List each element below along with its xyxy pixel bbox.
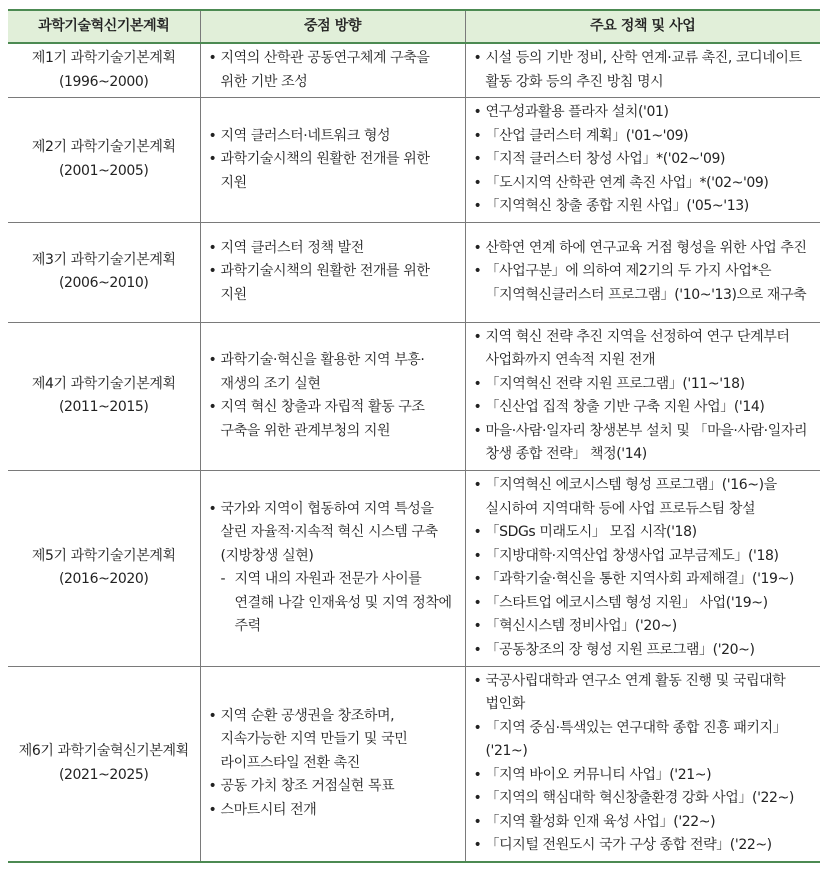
focus-item: • 지역 클러스터 정책 발전 xyxy=(209,237,459,261)
policy-item: • 마을·사람·일자리 창생본부 설치 및 「마을·사람·일자리 창생 종합 전략」 책정('14) xyxy=(474,420,815,467)
policies-list xyxy=(474,47,815,94)
focus-cell xyxy=(200,43,465,98)
focus-subitem: - 지역 내의 자원과 전문가 사이를 연결해 나갈 인재육성 및 지역 정착에 주력 xyxy=(209,568,459,639)
table-row xyxy=(8,222,820,322)
plan-cell xyxy=(8,98,200,223)
policies-cell xyxy=(465,98,820,223)
policy-item: • 시설 등의 기반 정비, 산학 연계·교류 촉진, 코디네이트 활동 강화 등의 추진 방침 명시 xyxy=(474,47,815,94)
focus-cell xyxy=(200,98,465,223)
policy-item: • 「신산업 집적 창출 기반 구축 지원 사업」('14) xyxy=(474,396,815,420)
header-focus: 중점 방향 xyxy=(200,10,465,43)
table-body xyxy=(8,43,820,862)
policy-item: • 「혁신시스템 정비사업」('20~) xyxy=(474,615,815,639)
policy-item: • 「지방대학·지역산업 창생사업 교부금제도」('18) xyxy=(474,545,815,569)
policy-item: • 「사업구분」에 의하여 제2기의 두 가지 사업*은 「지역혁신클러스터 프로그램」('10~'13)으로 재구축 xyxy=(474,260,815,307)
focus-item: • 지역 순환 공생권을 창조하며, 지속가능한 지역 만들기 및 국민 라이프스타일 전환 촉진 xyxy=(209,705,459,776)
policy-item: • 「SDGs 미래도시」 모집 시작('18) xyxy=(474,521,815,545)
plan-period: (2006~2010) xyxy=(58,275,149,291)
policies-cell xyxy=(465,222,820,322)
focus-item: • 지역의 산학관 공동연구체계 구축을 위한 기반 조성 xyxy=(209,47,459,94)
policy-item: • 「지적 클러스터 창성 사업」*('02~'09) xyxy=(474,148,815,172)
table-header xyxy=(8,10,820,43)
focus-item: • 국가와 지역이 협동하여 지역 특성을 살린 자율적·지속적 혁신 시스템 구축(지방창생 실현) xyxy=(209,498,459,569)
plan-name: 제1기 과학기술기본계획 xyxy=(31,50,176,66)
plan-period: (2021~2025) xyxy=(58,766,149,783)
focus-list xyxy=(209,237,459,308)
plan-period: (1996~2000) xyxy=(58,73,149,90)
table-row xyxy=(8,98,820,223)
plan-name: 제2기 과학기술기본계획 xyxy=(31,139,176,156)
focus-cell xyxy=(200,666,465,862)
policies-cell xyxy=(465,43,820,98)
header-plan: 과학기술혁신기본계획 xyxy=(8,10,200,43)
plan-name: 제4기 과학기술기본계획 xyxy=(31,375,176,392)
table-row xyxy=(8,470,820,666)
plan-name: 제6기 과학기술혁신기본계획 xyxy=(18,743,189,759)
focus-list xyxy=(209,47,459,94)
focus-cell xyxy=(200,470,465,666)
policy-item: • 지역 혁신 전략 추진 지역을 선정하여 연구 단계부터 사업화까지 연속적 지원 전개 xyxy=(474,326,815,373)
policy-item: • 「지역 바이오 커뮤니티 사업」('21~) xyxy=(474,764,815,788)
plan-period: (2011~2015) xyxy=(58,399,149,415)
policies-list xyxy=(474,326,815,467)
table-row xyxy=(8,666,820,862)
policy-item: • 「지역혁신 에코시스템 형성 프로그램」('16~)을 실시하여 지역대학 등에 사업 프로듀스팀 창설 xyxy=(474,474,815,521)
focus-list xyxy=(209,705,459,823)
policies-list xyxy=(474,101,815,219)
focus-cell xyxy=(200,322,465,470)
policy-item: • 「산업 클러스터 계획」('01~'09) xyxy=(474,125,815,149)
policy-item: • 「지역의 핵심대학 혁신창출환경 강화 사업」('22~) xyxy=(474,787,815,811)
policy-item: • 「디지털 전원도시 국가 구상 종합 전략」('22~) xyxy=(474,834,815,858)
plan-name: 제3기 과학기술기본계획 xyxy=(31,251,176,268)
policies-list xyxy=(474,670,815,858)
plan-cell xyxy=(8,470,200,666)
focus-list xyxy=(209,125,459,196)
focus-item: • 과학기술·혁신을 활용한 지역 부흥·재생의 조기 실현 xyxy=(209,349,459,396)
header-policies: 주요 정책 및 사업 xyxy=(465,10,820,43)
table-row xyxy=(8,43,820,98)
focus-item: • 과학기술시책의 원활한 전개를 위한 지원 xyxy=(209,260,459,307)
plan-period: (2001~2005) xyxy=(58,162,149,179)
focus-item: • 지역 클러스터·네트워크 형성 xyxy=(209,125,459,149)
focus-cell xyxy=(200,222,465,322)
policy-item: • 「지역 중심·특색있는 연구대학 종합 진흥 패키지」('21~) xyxy=(474,717,815,764)
plan-name: 제5기 과학기술기본계획 xyxy=(31,547,176,564)
policies-list xyxy=(474,237,815,308)
policy-item: • 「도시지역 산학관 연계 촉진 사업」*('02~'09) xyxy=(474,172,815,196)
focus-item: • 스마트시티 전개 xyxy=(209,799,459,823)
plan-cell xyxy=(8,222,200,322)
policies-cell xyxy=(465,470,820,666)
policy-item: • 「스타트업 에코시스템 형성 지원」 사업('19~) xyxy=(474,592,815,616)
science-tech-plan-table xyxy=(8,9,820,863)
plan-cell xyxy=(8,666,200,862)
policy-item: • 「지역 활성화 인재 육성 사업」('22~) xyxy=(474,811,815,835)
plan-period: (2016~2020) xyxy=(58,571,149,587)
policy-item: • 「지역혁신 전략 지원 프로그램」('11~'18) xyxy=(474,373,815,397)
table-row xyxy=(8,322,820,470)
focus-list xyxy=(209,349,459,443)
plan-cell xyxy=(8,322,200,470)
policies-cell xyxy=(465,322,820,470)
focus-item: • 공동 가치 창조 거점실현 목표 xyxy=(209,775,459,799)
focus-list xyxy=(209,498,459,639)
policy-item: • 산학연 연계 하에 연구교육 거점 형성을 위한 사업 추진 xyxy=(474,237,815,261)
policy-item: • 「공동창조의 장 형성 지원 프로그램」('20~) xyxy=(474,639,815,663)
focus-item: • 지역 혁신 창출과 자립적 활동 구조 구축을 위한 관계부청의 지원 xyxy=(209,396,459,443)
header-row xyxy=(8,10,820,43)
policy-item: • 「지역혁신 창출 종합 지원 사업」('05~'13) xyxy=(474,195,815,219)
focus-item: • 과학기술시책의 원활한 전개를 위한 지원 xyxy=(209,148,459,195)
policy-item: • 연구성과활용 플라자 설치('01) xyxy=(474,101,815,125)
policies-cell xyxy=(465,666,820,862)
plan-cell xyxy=(8,43,200,98)
policy-item: • 국공사립대학과 연구소 연계 활동 진행 및 국립대학 법인화 xyxy=(474,670,815,717)
policy-item: • 「과학기술·혁신을 통한 지역사회 과제해결」('19~) xyxy=(474,568,815,592)
policies-list xyxy=(474,474,815,662)
